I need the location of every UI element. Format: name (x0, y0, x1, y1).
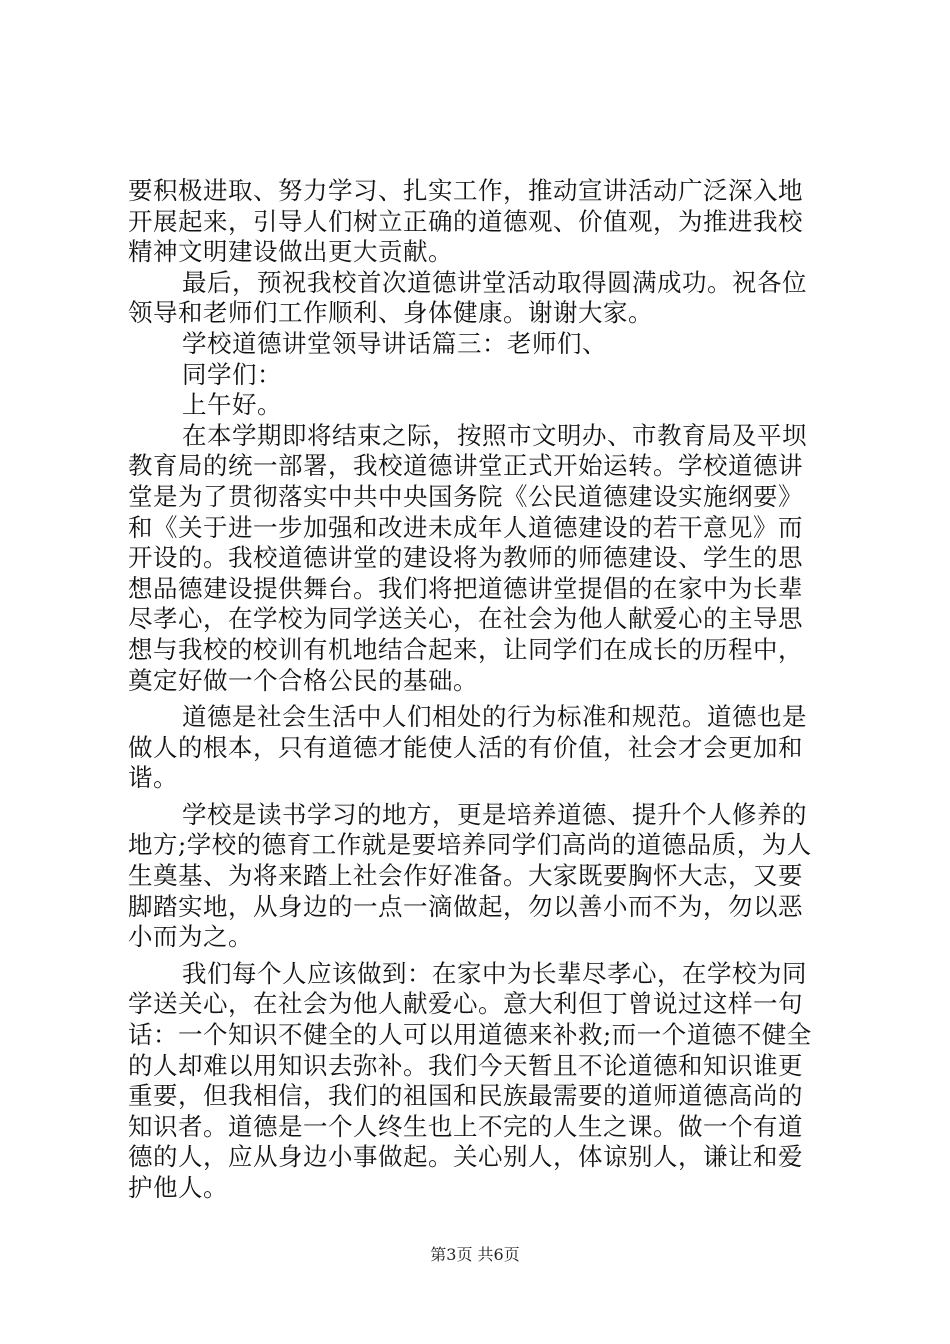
text-line: 学送关心，在社会为他人献爱心。意大利但丁曾说过这样一句 (128, 989, 803, 1019)
text-line: 小而为之。 (128, 922, 253, 952)
text-line: 谐。 (128, 763, 178, 793)
text-line: 生奠基、为将来踏上社会作好准备。大家既要胸怀大志，又要 (128, 861, 803, 891)
text-line: 要积极进取、努力学习、扎实工作，推动宣讲活动广泛深入地 (128, 176, 803, 205)
text-line: 堂是为了贯彻落实中共中央国务院《公民道德建设实施纲要》 (128, 481, 803, 511)
text-line: 知识者。道德是一个人终生也上不完的人生之课。做一个有道 (128, 1111, 803, 1141)
page-number-footer: 第3页 共6页 (430, 1245, 520, 1264)
text-line: 奠定好做一个合格公民的基础。 (128, 665, 478, 695)
section-heading: 学校道德讲堂领导讲话篇三：老师们、 (182, 328, 607, 358)
text-line: 精神文明建设做出更大贡献。 (128, 237, 453, 267)
paragraph-start: 最后，预祝我校首次道德讲堂活动取得圆满成功。祝各位 (182, 267, 807, 297)
text-line: 教育局的统一部署，我校道德讲堂正式开始运转。学校道德讲 (128, 451, 803, 481)
text-line: 话：一个知识不健全的人可以用道德来补救;而一个道德不健全 (128, 1020, 812, 1050)
paragraph-start: 学校是读书学习的地方，更是培养道德、提升个人修养的 (182, 799, 807, 829)
text-line: 想品德建设提供舞台。我们将把道德讲堂提倡的在家中为长辈 (128, 573, 803, 603)
document-body (128, 176, 828, 1204)
paragraph-start: 我们每个人应该做到：在家中为长辈尽孝心，在学校为同 (182, 958, 807, 988)
text-line: 地方;学校的德育工作就是要培养同学们高尚的道德品质，为人 (128, 830, 812, 860)
text-line: 的人却难以用知识去弥补。我们今天暂且不论道德和知识谁更 (128, 1050, 803, 1080)
text-line: 德的人，应从身边小事做起。关心别人，体谅别人，谦让和爱 (128, 1142, 803, 1172)
text-line: 开展起来，引导人们树立正确的道德观、价值观，为推进我校 (128, 206, 803, 236)
salutation: 同学们： (182, 359, 282, 389)
text-line: 重要，但我相信，我们的祖国和民族最需要的道师道德高尚的 (128, 1081, 803, 1111)
paragraph-start: 在本学期即将结束之际，按照市文明办、市教育局及平坝 (182, 420, 807, 450)
paragraph-start: 道德是社会生活中人们相处的行为标准和规范。道德也是 (182, 702, 807, 732)
text-line: 做人的根本，只有道德才能使人活的有价值，社会才会更加和 (128, 732, 803, 762)
text-line: 开设的。我校道德讲堂的建设将为教师的师德建设、学生的思 (128, 543, 803, 573)
text-line: 脚踏实地，从身边的一点一滴做起，勿以善小而不为，勿以恶 (128, 891, 803, 921)
text-line: 尽孝心，在学校为同学送关心，在社会为他人献爱心的主导思 (128, 604, 803, 634)
text-line: 领导和老师们工作顺利、身体健康。谢谢大家。 (128, 298, 653, 328)
text-line: 护他人。 (128, 1173, 228, 1202)
text-line: 想与我校的校训有机地结合起来，让同学们在成长的历程中， (128, 634, 803, 664)
text-line: 和《关于进一步加强和改进未成年人道德建设的若干意见》而 (128, 512, 803, 542)
greeting: 上午好。 (182, 390, 282, 420)
